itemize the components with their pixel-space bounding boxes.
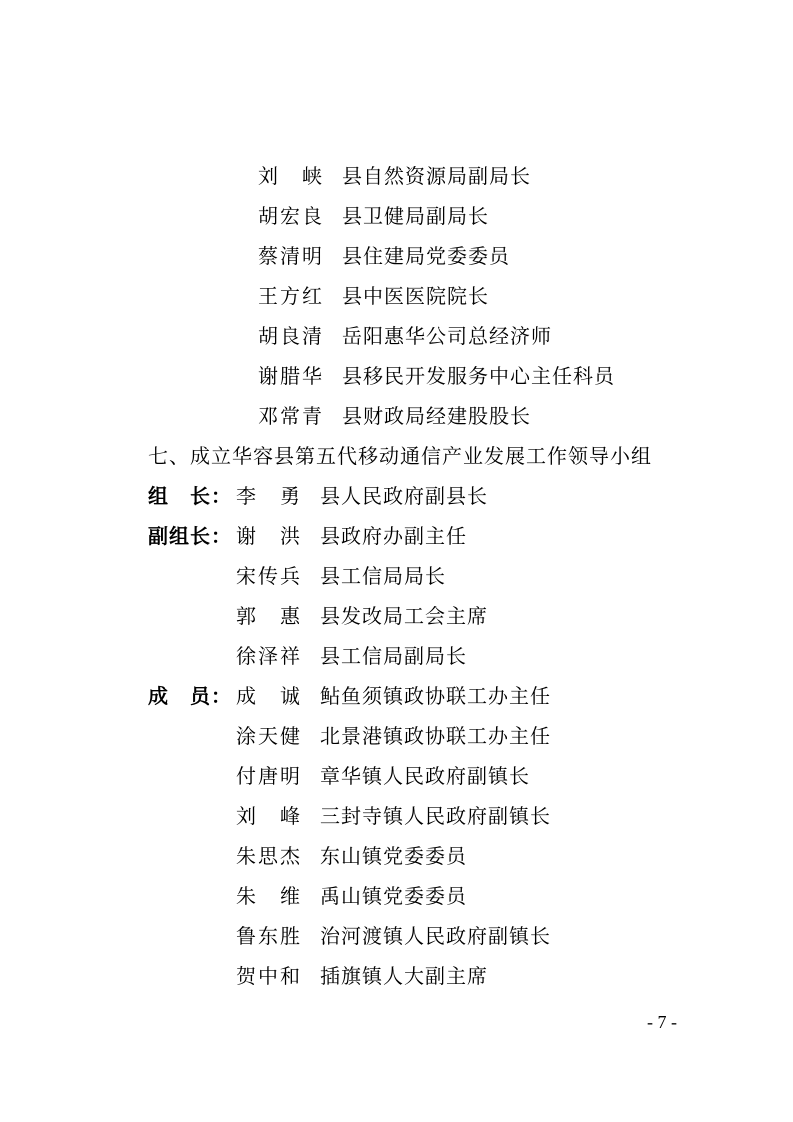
member-name: 郭 惠 <box>236 604 302 628</box>
member-title: 插旗镇人大副主席 <box>320 964 488 988</box>
member-title: 县财政局经建股股长 <box>342 404 531 428</box>
member-name: 谢 洪 <box>236 524 302 548</box>
member-name: 蔡清明 <box>258 244 324 268</box>
member-title: 县发改局工会主席 <box>320 604 488 628</box>
member-name: 宋传兵 <box>236 564 302 588</box>
member-name: 李 勇 <box>236 484 302 508</box>
role-label: 副组长： <box>148 524 232 548</box>
member-name: 王方红 <box>258 284 324 308</box>
member-name: 涂天健 <box>236 724 302 748</box>
member-name: 朱 维 <box>236 884 302 908</box>
member-name: 付唐明 <box>236 764 302 788</box>
member-name: 成 诚 <box>236 684 302 708</box>
member-title: 章华镇人民政府副镇长 <box>320 764 530 788</box>
page-number: - 7 - <box>647 1012 677 1032</box>
member-title: 县自然资源局副局长 <box>342 164 531 188</box>
member-title: 县住建局党委委员 <box>342 244 510 268</box>
member-title: 治河渡镇人民政府副镇长 <box>320 924 551 948</box>
member-name: 刘 峡 <box>258 164 324 188</box>
member-title: 三封寺镇人民政府副镇长 <box>320 804 551 828</box>
member-title: 县人民政府副县长 <box>320 484 488 508</box>
member-title: 县移民开发服务中心主任科员 <box>342 364 615 388</box>
member-name: 贺中和 <box>236 964 302 988</box>
member-name: 徐泽祥 <box>236 644 302 668</box>
section-heading: 七、成立华容县第五代移动通信产业发展工作领导小组 <box>148 444 652 468</box>
member-title: 县中医医院院长 <box>342 284 489 308</box>
member-name: 鲁东胜 <box>236 924 302 948</box>
member-title: 县工信局副局长 <box>320 644 467 668</box>
role-label: 成 员： <box>148 684 232 708</box>
member-title: 岳阳惠华公司总经济师 <box>342 324 552 348</box>
member-title: 东山镇党委委员 <box>320 844 467 868</box>
member-title: 禹山镇党委委员 <box>320 884 467 908</box>
member-name: 胡宏良 <box>258 204 324 228</box>
member-name: 朱思杰 <box>236 844 302 868</box>
member-title: 县卫健局副局长 <box>342 204 489 228</box>
member-title: 鲇鱼须镇政协联工办主任 <box>320 684 551 708</box>
member-title: 县政府办副主任 <box>320 524 467 548</box>
member-title: 县工信局局长 <box>320 564 446 588</box>
member-name: 刘 峰 <box>236 804 302 828</box>
member-name: 谢腊华 <box>258 364 324 388</box>
role-label: 组 长： <box>148 484 232 508</box>
member-name: 胡良清 <box>258 324 324 348</box>
member-name: 邓常青 <box>258 404 324 428</box>
member-title: 北景港镇政协联工办主任 <box>320 724 551 748</box>
